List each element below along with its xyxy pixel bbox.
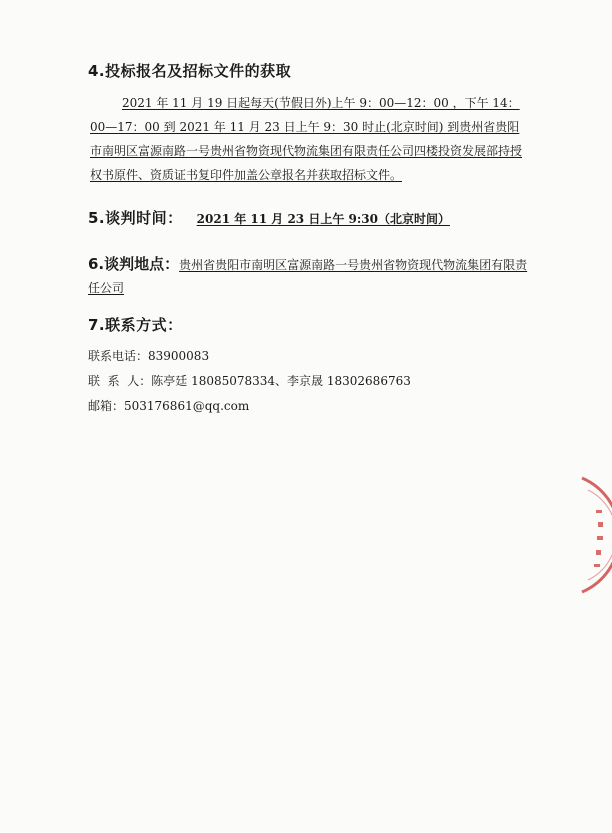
section-6-heading: 6.谈判地点： [88, 255, 180, 273]
section-5-heading: 5.谈判时间： [88, 209, 183, 227]
negotiation-location-value: 贵州省贵阳市南明区富源南路一号贵州省物资现代物流集团有限责任公司 [88, 258, 528, 295]
contact-phone: 联系电话：83900083 [88, 349, 210, 363]
section-5-line [88, 207, 450, 228]
negotiation-time-value: 2021 年 11 月 23 日上午 9:30（北京时间） [196, 212, 450, 226]
contact-persons: 联 系 人：陈亭廷 18085078334、李京晟 18302686763 [88, 374, 411, 388]
section-4-heading: 4.投标报名及招标文件的获取 [88, 62, 292, 80]
section-4-body: 2021 年 11 月 19 日起每天(节假日外)上午 9：00—12：00 ，下午 14：00—17：00 到 2021 年 11 月 23 日上午 9：30 时止(北京时间) 到贵州省贵阳市南明区富源南路一号贵州省物资现代物流集团有限责任公司四楼投资发展部持授权书原件、资质证书复印件加盖公章报名并获取招标文件。 [90, 96, 523, 182]
contact-email: 邮箱：503176861@qq.com [88, 399, 250, 413]
section-6-block [88, 253, 528, 299]
section-7-heading: 7.联系方式： [88, 316, 183, 334]
official-seal-stamp [552, 470, 612, 600]
seal-glyph-marks [594, 510, 603, 567]
